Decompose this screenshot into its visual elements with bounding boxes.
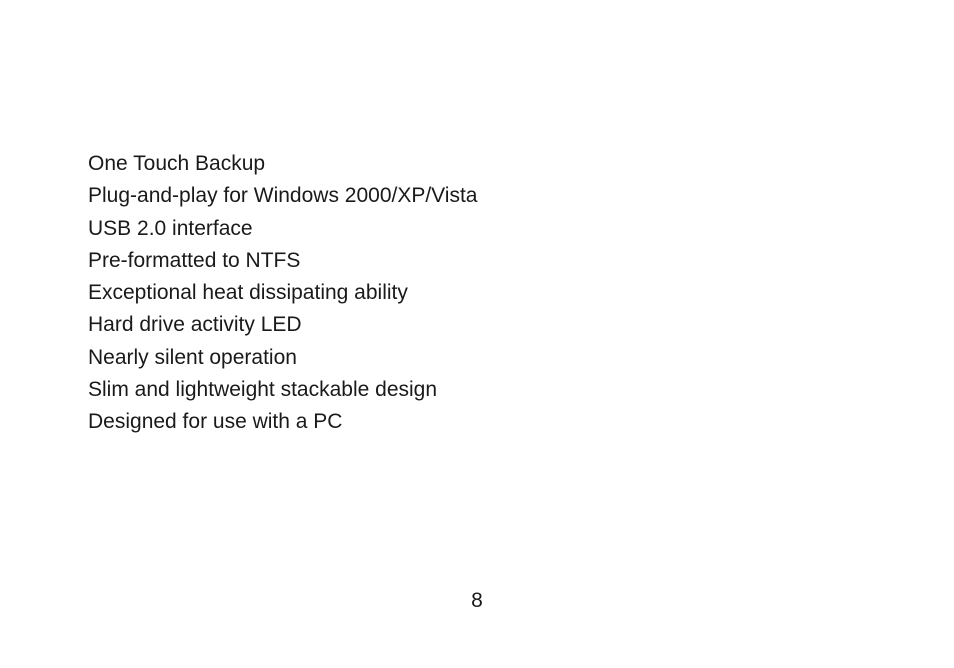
feature-item: Exceptional heat dissipating ability [88, 281, 408, 305]
feature-item: Plug-and-play for Windows 2000/XP/Vista [88, 184, 478, 208]
feature-item: Nearly silent operation [88, 345, 297, 369]
page-number: 8 [471, 589, 483, 612]
feature-list [88, 148, 477, 439]
feature-item: One Touch Backup [88, 152, 266, 175]
feature-item: Pre-formatted to NTFS [88, 248, 301, 272]
feature-item: USB 2.0 interface [88, 216, 253, 240]
feature-item: Slim and lightweight stackable design [88, 378, 438, 402]
feature-item: Designed for use with a PC [88, 410, 343, 434]
feature-item: Hard drive activity LED [88, 313, 302, 337]
